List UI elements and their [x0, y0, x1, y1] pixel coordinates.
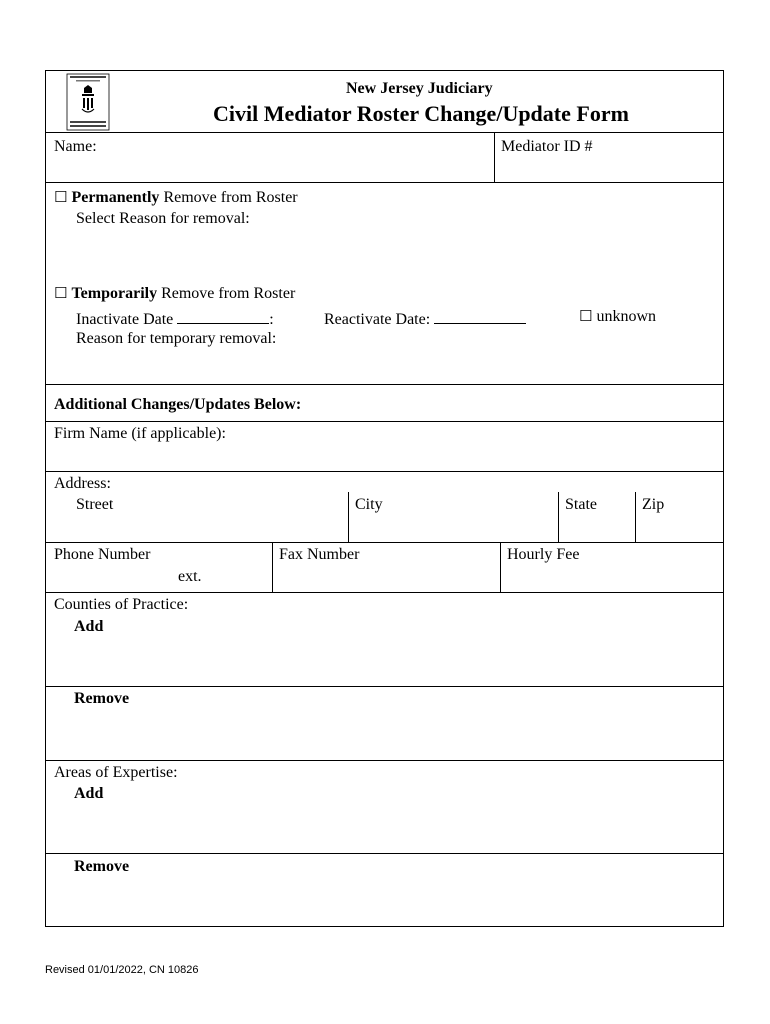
permanent-checkbox[interactable]: ☐ [54, 188, 68, 206]
form-title: Civil Mediator Roster Change/Update Form [213, 101, 629, 126]
unknown-label: unknown [596, 308, 657, 325]
organization-name: New Jersey Judiciary [346, 80, 493, 97]
divider [494, 132, 495, 182]
divider [635, 492, 636, 542]
additional-changes-heading: Additional Changes/Updates Below: [54, 396, 302, 413]
divider [500, 542, 501, 592]
zip-label: Zip [642, 496, 665, 513]
divider [46, 384, 723, 385]
mediator-id-label: Mediator ID # [501, 138, 593, 155]
inactivate-date-blank[interactable] [177, 309, 269, 324]
inactivate-date-field[interactable] [76, 309, 274, 329]
permanent-bold: Permanently [71, 189, 160, 206]
address-label: Address: [54, 475, 111, 492]
counties-add-label: Add [74, 618, 104, 635]
divider [46, 471, 723, 472]
city-label: City [355, 496, 383, 513]
divider [46, 592, 723, 593]
reactivate-date-blank[interactable] [434, 309, 526, 324]
divider [46, 853, 723, 854]
temporary-bold: Temporarily [71, 285, 158, 302]
temporary-removal-option[interactable] [54, 284, 295, 303]
permanent-rest: Remove from Roster [159, 189, 298, 206]
inactivate-date-label: Inactivate Date [76, 311, 174, 328]
divider [46, 132, 723, 133]
divider [348, 492, 349, 542]
counties-label: Counties of Practice: [54, 596, 189, 613]
street-label: Street [76, 496, 114, 513]
form-frame [45, 70, 724, 927]
divider [46, 542, 723, 543]
expertise-remove-label: Remove [74, 858, 130, 875]
reactivate-date-label: Reactivate Date: [324, 311, 431, 328]
permanent-reason-label: Select Reason for removal: [76, 210, 250, 227]
state-label: State [565, 496, 597, 513]
temporary-reason-label: Reason for temporary removal: [76, 330, 277, 347]
divider [46, 760, 723, 761]
judiciary-seal-icon [66, 73, 110, 131]
firm-name-label: Firm Name (if applicable): [54, 425, 226, 442]
expertise-label: Areas of Expertise: [54, 764, 178, 781]
inactivate-colon: : [269, 311, 274, 328]
reactivate-date-field[interactable] [324, 309, 526, 329]
revision-footer: Revised 01/01/2022, CN 10826 [45, 964, 199, 976]
counties-remove-label: Remove [74, 690, 130, 707]
temporary-rest: Remove from Roster [157, 285, 296, 302]
divider [558, 492, 559, 542]
hourly-fee-label: Hourly Fee [507, 546, 580, 563]
temporary-checkbox[interactable]: ☐ [54, 284, 68, 302]
permanent-removal-option[interactable] [54, 188, 298, 207]
unknown-option[interactable] [579, 307, 656, 326]
divider [46, 421, 723, 422]
name-label: Name: [54, 138, 97, 155]
expertise-add-label: Add [74, 785, 104, 802]
divider [46, 686, 723, 687]
divider [272, 542, 273, 592]
fax-number-label: Fax Number [279, 546, 360, 563]
phone-number-label: Phone Number [54, 546, 151, 563]
extension-label: ext. [178, 568, 202, 585]
unknown-checkbox[interactable]: ☐ [579, 307, 593, 325]
divider [46, 182, 723, 183]
